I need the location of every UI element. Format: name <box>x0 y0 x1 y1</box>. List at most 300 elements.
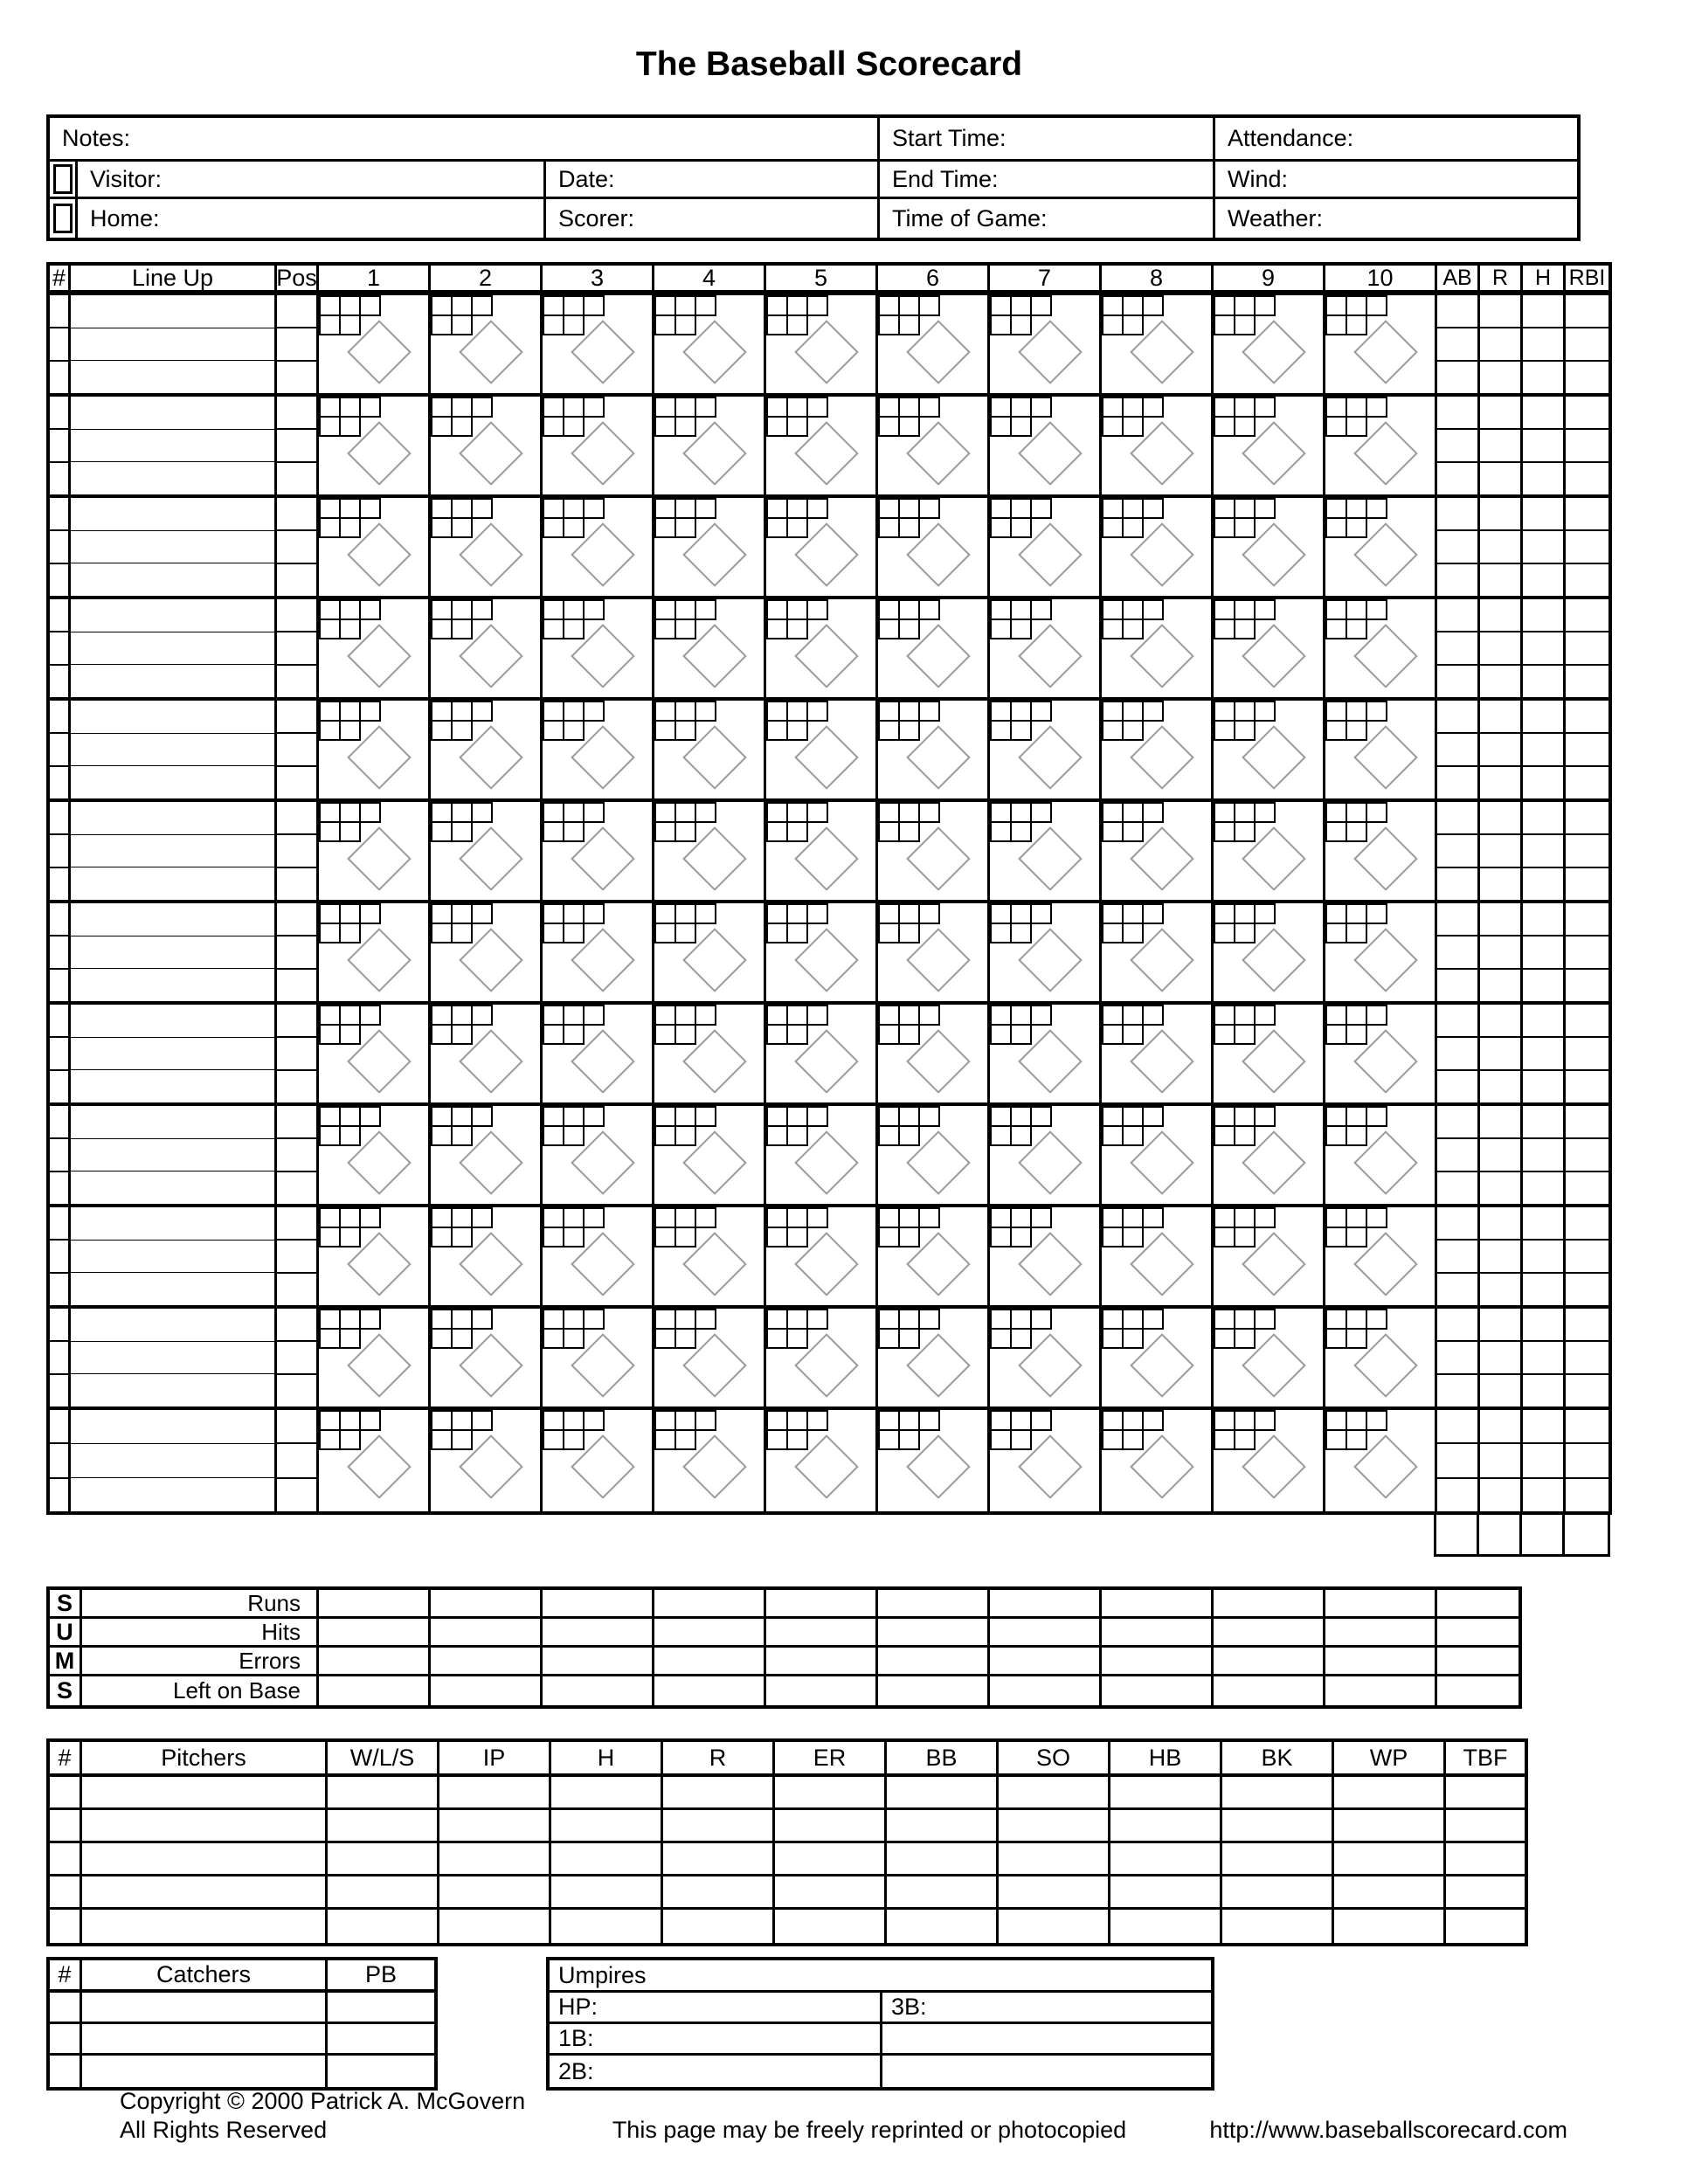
pitch-count-box <box>990 701 1012 722</box>
pitch-count-box <box>1234 701 1256 722</box>
pitcher-cell <box>328 1777 439 1810</box>
pitch-count-box <box>990 802 1012 823</box>
sums-total-cell <box>1437 1676 1519 1705</box>
pitch-count-box <box>319 701 341 722</box>
pitch-count-box <box>471 802 493 823</box>
subrow-line <box>277 430 316 463</box>
pitch-count-box <box>675 1309 696 1330</box>
rbi-cell <box>1566 701 1608 802</box>
inning-cell <box>431 397 543 498</box>
pitcher-cell <box>887 1810 999 1843</box>
pitch-count-box <box>898 397 920 418</box>
subrow-line <box>1437 295 1477 328</box>
subrow-line <box>50 936 68 970</box>
position-cell <box>277 1410 319 1511</box>
grid-header-pos: Pos <box>277 266 319 295</box>
pitch-count-box <box>563 1328 585 1349</box>
subrow-line <box>71 766 274 798</box>
pitch-count-box <box>359 397 381 418</box>
pitch-count-box <box>1142 599 1164 620</box>
pitcher-cell <box>551 1810 663 1843</box>
pitch-count-box <box>1030 1106 1052 1127</box>
pitch-count-row <box>990 1005 1052 1026</box>
subrow-line <box>1566 1106 1608 1139</box>
pitch-count-box <box>1346 923 1367 943</box>
grid-header-inning: 10 <box>1325 266 1437 295</box>
pitch-count-box <box>431 314 453 335</box>
pitch-count-row <box>654 1106 716 1127</box>
pitch-count-box <box>806 498 828 519</box>
pitch-count-box <box>583 1410 605 1431</box>
pitch-count-box <box>451 923 473 943</box>
pitch-count-box <box>1102 923 1124 943</box>
pitch-count-box <box>1122 416 1144 437</box>
rbi-cell <box>1566 1106 1608 1207</box>
pitch-count-box <box>1122 1328 1144 1349</box>
pitch-count-box <box>1102 1309 1124 1330</box>
page-title: The Baseball Scorecard <box>635 45 1023 83</box>
pitch-count-box <box>1254 1106 1276 1127</box>
pitch-count-box <box>543 295 564 316</box>
subrow-line <box>1523 1309 1563 1342</box>
lineup-block-row <box>50 1005 1608 1106</box>
subrow-line <box>50 1071 68 1102</box>
inning-cell <box>1325 1005 1437 1106</box>
sums-inning-cell <box>766 1619 878 1648</box>
subrow-line <box>277 1106 316 1139</box>
pitcher-cell <box>775 1777 887 1810</box>
pitch-count-box <box>451 1410 473 1431</box>
subrow-line <box>277 599 316 632</box>
subrow-line <box>71 632 274 666</box>
pitch-count-box <box>1102 1328 1124 1349</box>
end-time-field: End Time: <box>880 162 1215 199</box>
subrow-line <box>1480 362 1520 393</box>
pitch-count-row <box>766 802 828 823</box>
pitch-count-box <box>1325 295 1347 316</box>
weather-field: Weather: <box>1228 204 1324 232</box>
pitch-count-box <box>431 903 453 924</box>
subrow-line <box>50 734 68 767</box>
pitch-count-box <box>1325 1309 1347 1330</box>
pitch-count-box <box>1346 1125 1367 1146</box>
pitch-count-box <box>319 1309 341 1330</box>
pitch-count-box <box>339 923 361 943</box>
pitch-count-box <box>695 1005 716 1026</box>
pitch-count-box <box>1102 295 1124 316</box>
pitch-count-row <box>878 802 940 823</box>
ab-cell <box>1437 397 1480 498</box>
pitch-count-row <box>1214 1005 1276 1026</box>
subrow-line <box>71 1171 274 1204</box>
reprint-notice: This page may be freely reprinted or photocopied <box>612 2117 1127 2143</box>
subrow-line <box>277 295 316 328</box>
sums-inning-cell <box>1325 1676 1437 1705</box>
inning-cell <box>543 1410 654 1511</box>
pitch-count-row <box>654 802 716 823</box>
pitch-count-box <box>1102 416 1124 437</box>
subrow-line <box>71 802 274 835</box>
pitch-count-box <box>1122 903 1144 924</box>
pitch-count-box <box>1325 397 1347 418</box>
pitch-count-box <box>806 903 828 924</box>
pitch-count-box <box>471 397 493 418</box>
r-cell <box>1480 701 1523 802</box>
pitch-count-box <box>339 701 361 722</box>
batter-number-cell <box>50 701 71 802</box>
subrow-line <box>277 1274 316 1305</box>
pitch-count-box <box>786 599 808 620</box>
subrow-line <box>1480 1479 1520 1511</box>
subrow-line <box>50 802 68 835</box>
pitch-count-box <box>563 720 585 741</box>
inning-cell <box>1325 1410 1437 1511</box>
pitch-count-box <box>543 416 564 437</box>
subrow-line <box>277 835 316 868</box>
pitch-count-box <box>1366 802 1387 823</box>
inning-cell <box>1214 1005 1325 1106</box>
subrow-line <box>71 563 274 596</box>
subrow-line <box>1437 1139 1477 1172</box>
subrow-line <box>71 462 274 494</box>
pitch-count-row <box>1214 599 1276 620</box>
position-cell <box>277 1309 319 1410</box>
umpires-row <box>550 2056 1211 2087</box>
sums-inning-cell <box>431 1676 543 1705</box>
pitch-count-box <box>786 314 808 335</box>
pitch-count-box <box>339 1207 361 1228</box>
inning-cell <box>1214 397 1325 498</box>
subrow-line <box>1566 1071 1608 1102</box>
pitch-count-box <box>1122 498 1144 519</box>
pitchers-header-cell: ER <box>775 1742 887 1777</box>
pitch-count-box <box>1254 1309 1276 1330</box>
pitch-count-box <box>431 416 453 437</box>
inning-cell <box>1214 1410 1325 1511</box>
subrow-line <box>1566 903 1608 936</box>
pitch-count-box <box>786 1429 808 1450</box>
pitch-count-box <box>1234 1005 1256 1026</box>
pitch-count-box <box>878 720 900 741</box>
sums-inning-cell <box>1214 1676 1325 1705</box>
inning-cell <box>1325 599 1437 701</box>
pitch-count-row <box>766 1106 828 1127</box>
pitch-count-box <box>766 701 788 722</box>
sums-row-label: Left on Base <box>82 1676 319 1705</box>
pitch-count-box <box>451 1429 473 1450</box>
pitch-count-box <box>431 1309 453 1330</box>
pitch-count-box <box>786 1125 808 1146</box>
inning-cell <box>319 1005 431 1106</box>
pitch-count-row <box>766 498 828 519</box>
pitch-count-box <box>1214 720 1235 741</box>
pitcher-cell <box>439 1910 551 1943</box>
pitch-count-box <box>339 802 361 823</box>
subrow-line <box>1437 835 1477 868</box>
pitcher-cell <box>663 1910 775 1943</box>
pitch-count-box <box>583 701 605 722</box>
position-cell <box>277 903 319 1005</box>
pitch-count-row <box>1325 397 1387 418</box>
pitch-count-box <box>319 1106 341 1127</box>
subrow-line <box>277 632 316 666</box>
pitch-count-box <box>563 701 585 722</box>
pitch-count-row <box>990 1309 1052 1330</box>
pitchers-header-cell: # <box>50 1742 82 1777</box>
pitch-count-box <box>1366 295 1387 316</box>
pitch-count-box <box>1122 802 1144 823</box>
pitch-count-box <box>898 923 920 943</box>
scorer-field: Scorer: <box>546 199 880 238</box>
subrow-line <box>50 295 68 328</box>
pitch-count-box <box>451 1024 473 1045</box>
pitch-count-box <box>1030 903 1052 924</box>
batter-number-cell <box>50 1207 71 1309</box>
r-cell <box>1480 802 1523 903</box>
ab-cell <box>1437 295 1480 397</box>
pitch-count-row <box>319 1207 381 1228</box>
subrow-line <box>71 430 274 463</box>
pitch-count-box <box>431 1024 453 1045</box>
subrow-line <box>71 361 274 393</box>
subrow-line <box>1566 1207 1608 1241</box>
pitch-count-row <box>990 1106 1052 1127</box>
pitch-count-box <box>898 821 920 842</box>
lineup-name-cell <box>71 1207 277 1309</box>
h-cell <box>1523 802 1566 903</box>
subrow-line <box>50 1207 68 1241</box>
pitch-count-row <box>431 599 493 620</box>
pitch-count-box <box>1214 517 1235 538</box>
pitch-count-row <box>543 1005 605 1026</box>
subrow-line <box>71 397 274 430</box>
pitchers-header-cell: Pitchers <box>82 1742 328 1777</box>
pitch-count-box <box>1102 1429 1124 1450</box>
pitch-count-box <box>898 517 920 538</box>
game-info-table <box>46 114 1581 241</box>
stat-total-cell <box>1565 1514 1608 1554</box>
pitch-count-box <box>1325 1106 1347 1127</box>
pitch-count-box <box>451 1005 473 1026</box>
subrow-line <box>1523 1172 1563 1204</box>
subrow-line <box>50 1444 68 1478</box>
inning-cell <box>654 802 766 903</box>
r-cell <box>1480 903 1523 1005</box>
website-url: http://www.baseballscorecard.com <box>1209 2117 1567 2143</box>
pitch-count-box <box>339 1410 361 1431</box>
inning-cell <box>1214 295 1325 397</box>
pitch-count-box <box>1234 923 1256 943</box>
pitch-count-box <box>990 1005 1012 1026</box>
pitch-count-row <box>654 498 716 519</box>
subrow-line <box>1437 397 1477 430</box>
pitch-count-row <box>1102 1005 1164 1026</box>
pitch-count-box <box>918 1207 940 1228</box>
inning-cell <box>1102 1207 1214 1309</box>
inning-cell <box>543 599 654 701</box>
grid-header-row <box>50 266 1608 295</box>
pitcher-cell <box>439 1843 551 1876</box>
pitch-count-box <box>359 1106 381 1127</box>
subrow-line <box>1566 362 1608 393</box>
subrow-line <box>1566 599 1608 632</box>
pitch-count-box <box>1030 1005 1052 1026</box>
inning-cell <box>654 1005 766 1106</box>
inning-cell <box>878 1410 990 1511</box>
inning-cell <box>1325 903 1437 1005</box>
pitch-count-box <box>878 1227 900 1248</box>
pitch-count-box <box>1234 1106 1256 1127</box>
pitcher-row <box>50 1777 1525 1810</box>
subrow-line <box>277 1342 316 1375</box>
pitch-count-box <box>451 517 473 538</box>
pitch-count-row <box>1325 295 1387 316</box>
subrow-line <box>1437 1207 1477 1241</box>
pitch-count-box <box>1010 1227 1032 1248</box>
pitch-count-row <box>431 397 493 418</box>
pitch-count-box <box>786 416 808 437</box>
inning-cell <box>1214 701 1325 802</box>
sums-inning-cell <box>654 1590 766 1619</box>
pitch-count-box <box>1325 720 1347 741</box>
pitch-count-box <box>1346 314 1367 335</box>
pitch-count-box <box>319 599 341 620</box>
pitcher-cell <box>1446 1910 1525 1943</box>
pitch-count-box <box>918 1410 940 1431</box>
catcher-row <box>50 2024 434 2056</box>
pitch-count-box <box>1366 599 1387 620</box>
subrow-line <box>1480 1106 1520 1139</box>
pitch-count-box <box>1325 619 1347 639</box>
lineup-block-row <box>50 1106 1608 1207</box>
subrow-line <box>1480 903 1520 936</box>
subrow-line <box>277 362 316 393</box>
pitch-count-box <box>1102 397 1124 418</box>
pitch-count-box <box>1102 1125 1124 1146</box>
subrow-line <box>1523 802 1563 835</box>
pitch-count-box <box>1346 397 1367 418</box>
umpire-empty-cell <box>882 2024 1211 2053</box>
stat-total-cell <box>1436 1514 1479 1554</box>
pitcher-cell <box>1222 1843 1334 1876</box>
subrow-line <box>1480 1274 1520 1305</box>
inning-cell <box>878 701 990 802</box>
subrow-line <box>50 328 68 362</box>
inning-cell <box>878 1309 990 1410</box>
subrow-line <box>277 531 316 564</box>
subrow-line <box>1437 1444 1477 1478</box>
subrow-line <box>277 1375 316 1406</box>
pitch-count-row <box>1214 802 1276 823</box>
pitch-count-box <box>359 903 381 924</box>
pitch-count-box <box>898 1106 920 1127</box>
pitch-count-box <box>878 802 900 823</box>
pitch-count-box <box>359 701 381 722</box>
pitch-count-box <box>431 1005 453 1026</box>
pitch-count-box <box>878 619 900 639</box>
pitch-count-box <box>1030 802 1052 823</box>
pitch-count-box <box>654 1125 676 1146</box>
pitch-count-box <box>1346 1207 1367 1228</box>
pitch-count-box <box>451 295 473 316</box>
pitch-count-box <box>675 903 696 924</box>
subrow-line <box>1523 1071 1563 1102</box>
pitcher-cell <box>663 1777 775 1810</box>
h-cell <box>1523 1106 1566 1207</box>
pitcher-cell <box>1334 1876 1446 1910</box>
pitch-count-box <box>766 1005 788 1026</box>
inning-cell <box>1214 802 1325 903</box>
inning-cell <box>878 397 990 498</box>
pitch-count-box <box>766 1125 788 1146</box>
subrow-line <box>1437 328 1477 362</box>
pitch-count-box <box>1325 416 1347 437</box>
subrow-line <box>1566 430 1608 463</box>
inning-cell <box>543 1005 654 1106</box>
pitch-count-box <box>451 314 473 335</box>
grid-header-num: # <box>50 266 71 295</box>
pitch-count-box <box>675 1328 696 1349</box>
subrow-line <box>277 564 316 596</box>
pitch-count-box <box>806 802 828 823</box>
pitch-count-row <box>878 1106 940 1127</box>
pitch-count-box <box>451 599 473 620</box>
start-time-field: Start Time: <box>880 118 1215 162</box>
subrow-line <box>277 666 316 697</box>
subrow-line <box>71 969 274 1001</box>
pitch-count-box <box>786 1227 808 1248</box>
pitch-count-box <box>1234 1328 1256 1349</box>
subrow-line <box>1566 1038 1608 1071</box>
subrow-line <box>1480 1038 1520 1071</box>
pitcher-cell <box>775 1843 887 1876</box>
pitch-count-box <box>654 1207 676 1228</box>
pitch-count-row <box>1214 1309 1276 1330</box>
subrow-line <box>1480 1309 1520 1342</box>
pitch-count-box <box>563 1410 585 1431</box>
subrow-line <box>71 734 274 767</box>
pitch-count-box <box>583 802 605 823</box>
subrow-line <box>1566 1241 1608 1274</box>
pitch-count-box <box>1214 619 1235 639</box>
pitch-count-row <box>431 295 493 316</box>
inning-cell <box>1214 903 1325 1005</box>
pitch-count-box <box>543 1429 564 1450</box>
pitcher-cell <box>1334 1910 1446 1943</box>
pitch-count-box <box>1325 599 1347 620</box>
pitch-count-box <box>1142 295 1164 316</box>
pitch-count-box <box>990 599 1012 620</box>
pitch-count-box <box>878 517 900 538</box>
grid-header-inning: 2 <box>431 266 543 295</box>
pitch-count-box <box>1102 701 1124 722</box>
pitch-count-box <box>1346 802 1367 823</box>
pitch-count-box <box>1346 1227 1367 1248</box>
home-checkbox-cell <box>50 199 78 238</box>
inning-cell <box>990 903 1102 1005</box>
pitch-count-box <box>1234 619 1256 639</box>
r-cell <box>1480 599 1523 701</box>
pitch-count-box <box>563 903 585 924</box>
sums-letter: S <box>50 1676 82 1705</box>
subrow-line <box>1523 666 1563 697</box>
lineup-name-cell <box>71 1106 277 1207</box>
subrow-line <box>1480 531 1520 564</box>
pitch-count-box <box>471 1410 493 1431</box>
pitcher-cell <box>1110 1810 1222 1843</box>
lineup-name-cell <box>71 903 277 1005</box>
inning-cell <box>654 1309 766 1410</box>
